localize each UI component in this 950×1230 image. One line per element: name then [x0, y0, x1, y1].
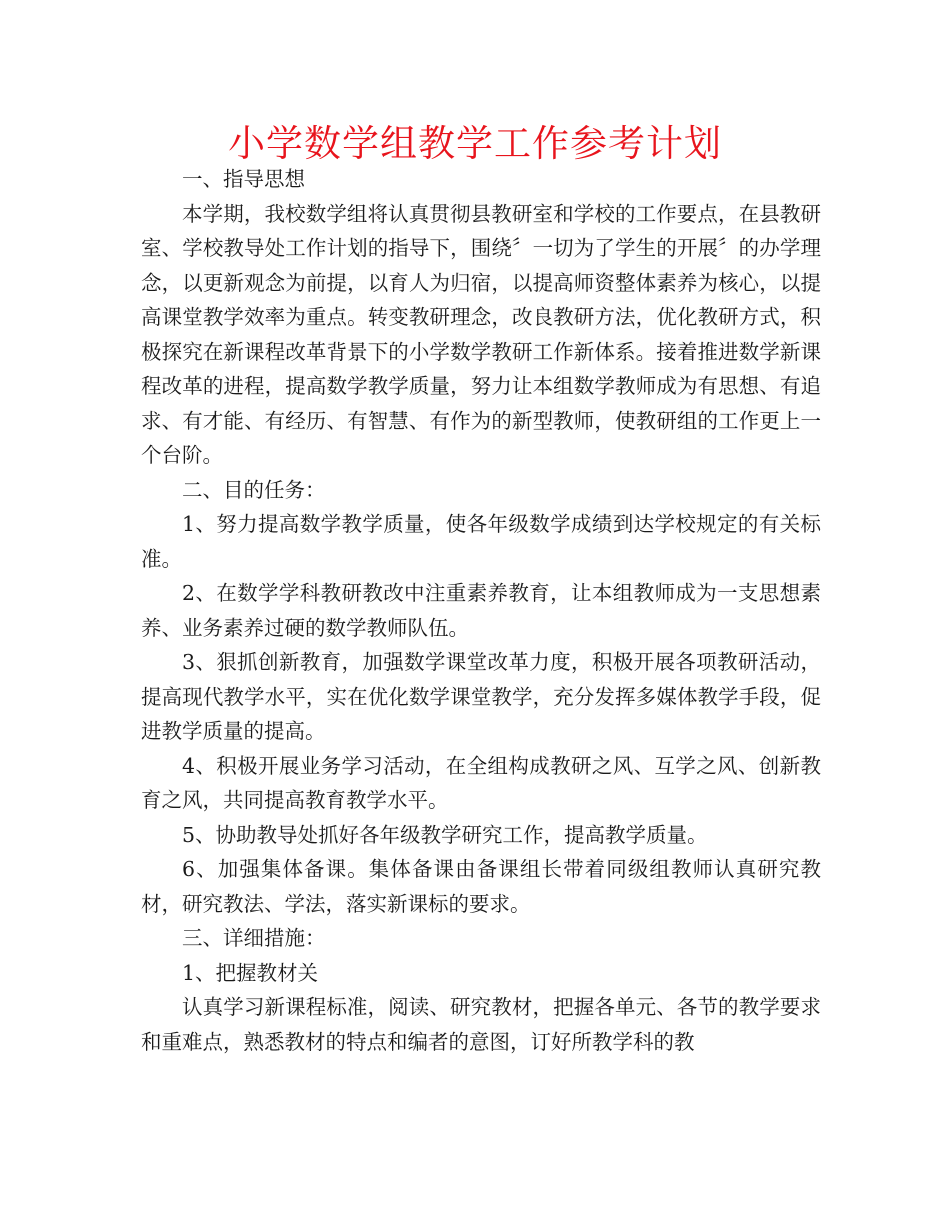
- goal-item-6: 6、加强集体备课。集体备课由备课组长带着同级组教师认真研究教材，研究教法、学法，落实新课标的要求。: [141, 857, 821, 916]
- goal-item-3: 3、狠抓创新教育，加强数学课堂改革力度，积极开展各项教研活动，提高现代教学水平，实在优化数学课堂教学，充分发挥多媒体教学手段，促进教学质量的提高。: [141, 650, 821, 743]
- measure-heading-1: 1、把握教材关: [182, 960, 319, 985]
- document-body: [141, 162, 821, 1059]
- section-heading-measures: 三、详细措施：: [182, 926, 326, 950]
- measure-paragraph-1: 认真学习新课程标准，阅读、研究教材，把握各单元、各节的教学要求和重难点，熟悉教材的特点和编者的意图，订好所教学科的教: [141, 995, 821, 1054]
- section-heading-guiding-ideology: 一、指导思想: [182, 167, 305, 191]
- goal-item-5: 5、协助教导处抓好各年级教学研究工作，提高教学质量。: [182, 822, 708, 847]
- document-title: 小学数学组教学工作参考计划: [228, 122, 722, 165]
- paragraph-guiding-ideology: 本学期，我校数学组将认真贯彻县教研室和学校的工作要点，在县教研室、学校教导处工作计划的指导下，围绕〞一切为了学生的开展〞的办学理念，以更新观念为前提，以育人为归宿，以提高师资整体素养为核心，以提高课堂教学效率为重点。转变教研理念，改良教研方法，优化教研方式，积极探究在新课程改革背景下的小学数学教研工作新体系。接着推进数学新课程改革的进程，提高数学教学质量，努力让本组数学教师成为有思想、有追求、有才能、有经历、有智慧、有作为的新型教师，使教研组的工作更上一个台阶。: [141, 201, 821, 467]
- goal-item-1: 1、努力提高数学教学质量，使各年级数学成绩到达学校规定的有关标准。: [141, 512, 821, 571]
- goal-item-2: 2、在数学学科教研教改中注重素养教育，让本组教师成为一支思想素养、业务素养过硬的数学教师队伍。: [141, 581, 821, 640]
- section-heading-goals: 二、目的任务：: [182, 477, 326, 502]
- goal-item-4: 4、积极开展业务学习活动，在全组构成教研之风、互学之风、创新教育之风，共同提高教育教学水平。: [141, 753, 821, 812]
